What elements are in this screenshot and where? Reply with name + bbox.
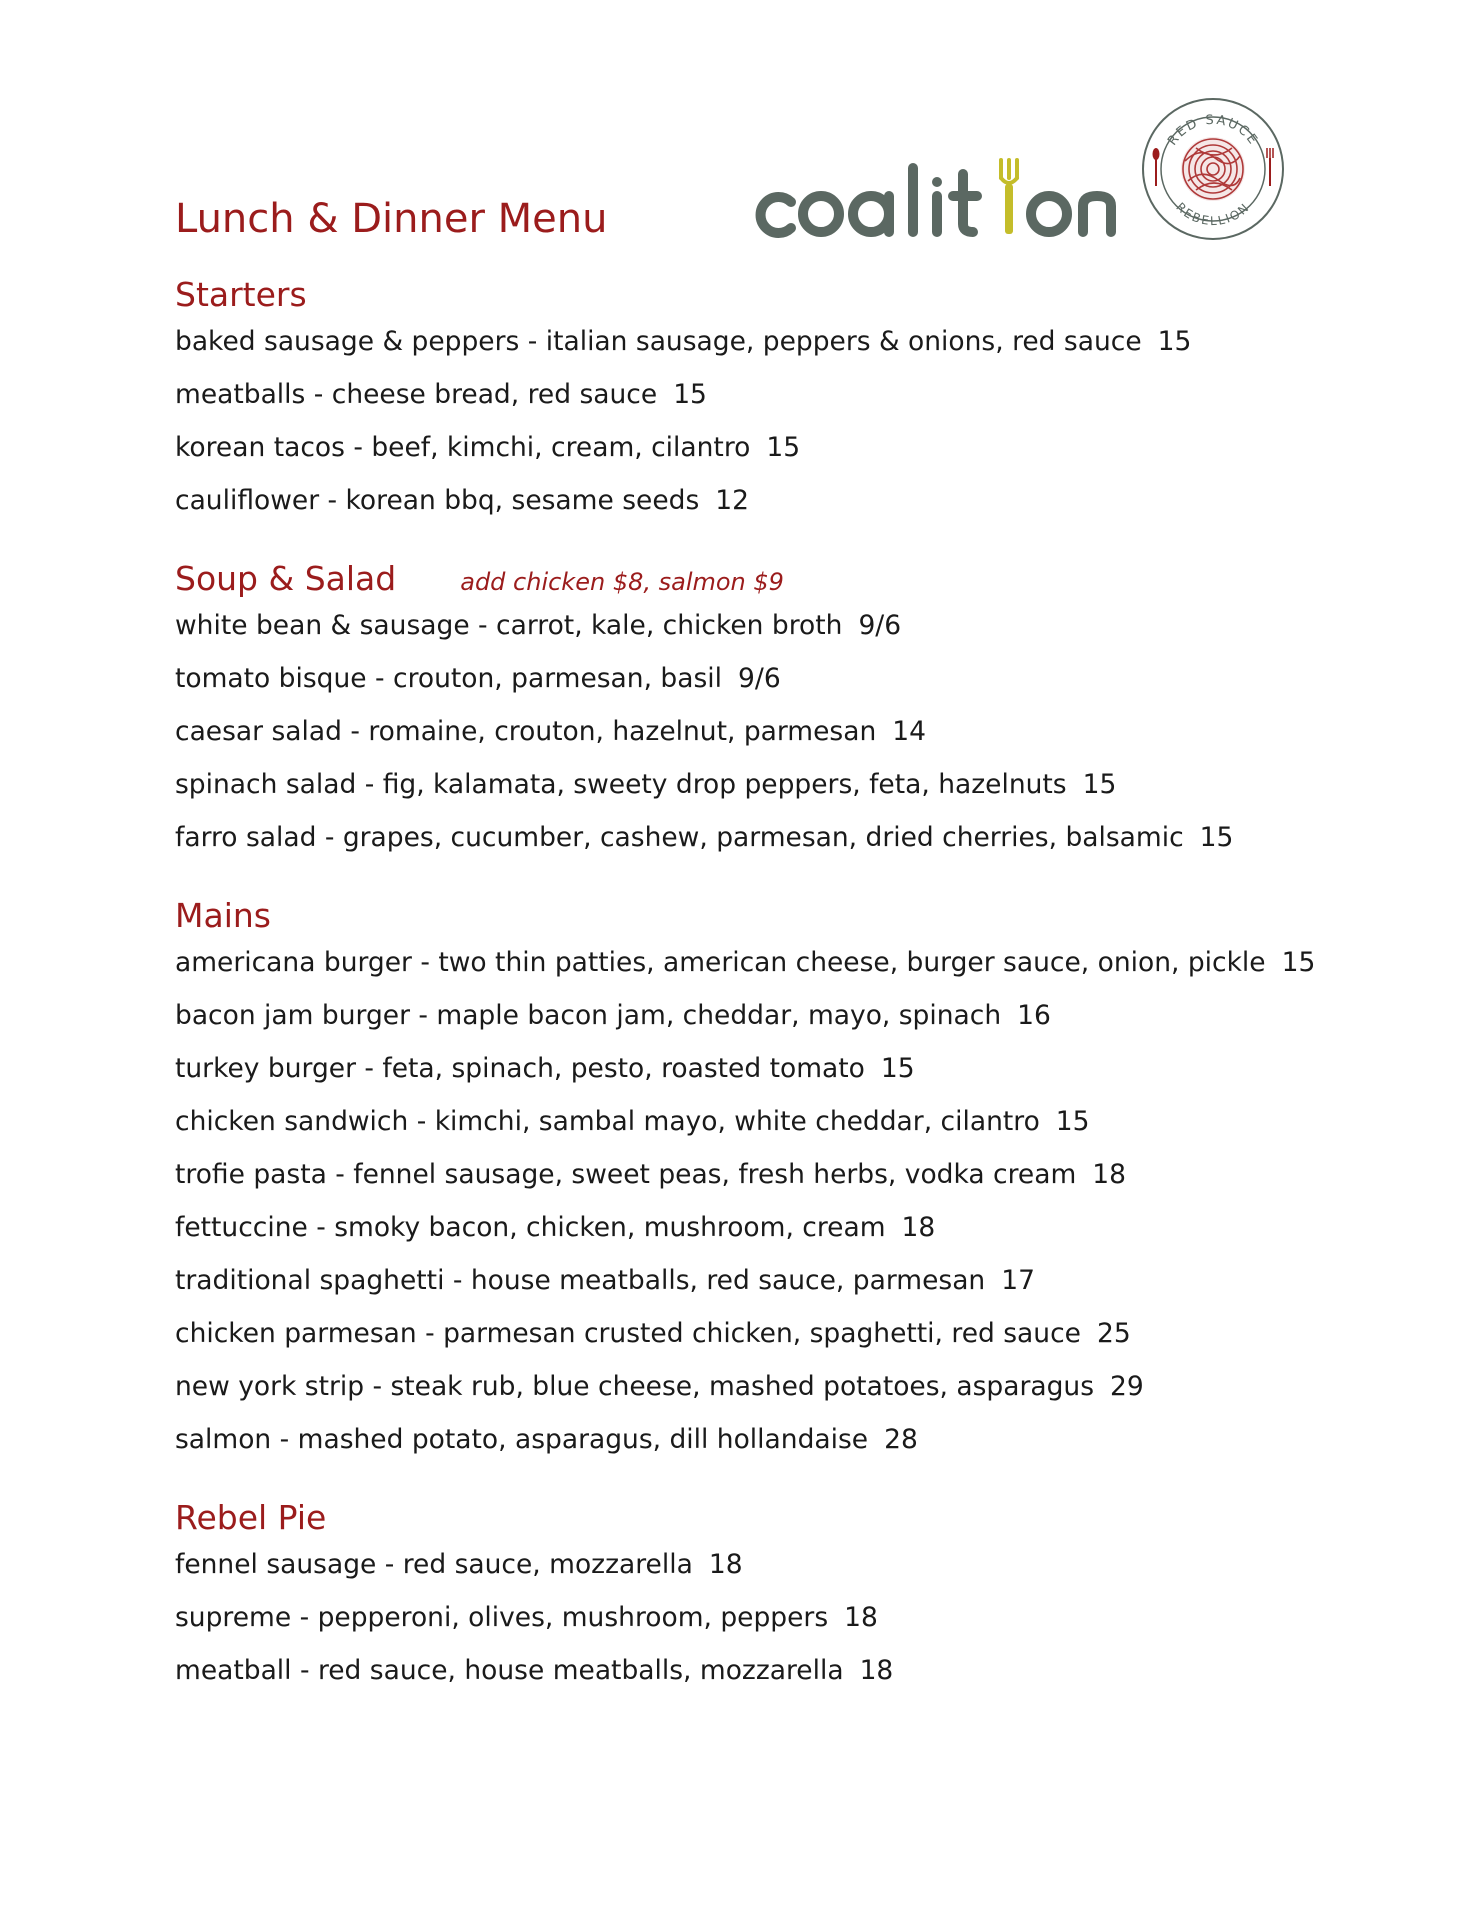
menu-item-text: tomato bisque - crouton, parmesan, basil bbox=[175, 663, 723, 694]
section-note: add chicken $8, salmon $9 bbox=[460, 568, 784, 596]
menu-item-price: 15 bbox=[766, 432, 801, 463]
menu-item-text: baked sausage & peppers - italian sausage, peppers & onions, red sauce bbox=[175, 326, 1142, 357]
menu-item-text: traditional spaghetti - house meatballs, red sauce, parmesan bbox=[175, 1265, 986, 1296]
section-title-mains: Mains bbox=[175, 896, 271, 935]
menu-item-price: 15 bbox=[1055, 1106, 1090, 1137]
menu-item-text: farro salad - grapes, cucumber, cashew, parmesan, dried cherries, balsamic bbox=[175, 822, 1184, 853]
menu-item-price: 15 bbox=[880, 1053, 915, 1084]
red-sauce-rebellion-seal bbox=[1140, 96, 1286, 242]
menu-item bbox=[175, 999, 1355, 1052]
menu-content bbox=[175, 275, 1355, 1729]
svg-text:RED SAUCE: RED SAUCE bbox=[1165, 112, 1261, 149]
menu-item bbox=[175, 484, 1355, 537]
menu-item bbox=[175, 715, 1355, 768]
menu-item-price: 15 bbox=[673, 379, 707, 410]
menu-item bbox=[175, 431, 1355, 484]
menu-item-text: trofie pasta - fennel sausage, sweet peas, fresh herbs, vodka cream bbox=[175, 1159, 1077, 1190]
menu-item-price: 15 bbox=[1281, 947, 1316, 978]
menu-item-text: chicken parmesan - parmesan crusted chicken, spaghetti, red sauce bbox=[175, 1318, 1081, 1349]
menu-item bbox=[175, 1423, 1355, 1476]
menu-item-price: 12 bbox=[715, 485, 749, 516]
menu-item bbox=[175, 1654, 1355, 1707]
menu-item-price: 17 bbox=[1001, 1265, 1035, 1296]
menu-item bbox=[175, 378, 1355, 431]
menu-item bbox=[175, 1211, 1355, 1264]
menu-item-price: 18 bbox=[844, 1602, 878, 1633]
menu-item bbox=[175, 768, 1355, 821]
menu-item-price: 16 bbox=[1017, 1000, 1051, 1031]
menu-item-price: 18 bbox=[1092, 1159, 1127, 1190]
menu-item-price: 9/6 bbox=[858, 610, 902, 641]
menu-item-price: 15 bbox=[1082, 769, 1117, 800]
svg-text:REBELLION: REBELLION bbox=[1173, 199, 1253, 229]
coalition-logo bbox=[745, 150, 1125, 240]
menu-item bbox=[175, 1052, 1355, 1105]
menu-item-text: bacon jam burger - maple bacon jam, cheddar, mayo, spinach bbox=[175, 1000, 1002, 1031]
menu-item-price: 25 bbox=[1096, 1318, 1131, 1349]
section-header bbox=[175, 896, 1355, 946]
section-soup-salad bbox=[175, 559, 1355, 874]
menu-item bbox=[175, 609, 1355, 662]
menu-item-text: turkey burger - feta, spinach, pesto, roasted tomato bbox=[175, 1053, 865, 1084]
section-rebel-pie bbox=[175, 1498, 1355, 1707]
menu-item bbox=[175, 662, 1355, 715]
menu-item bbox=[175, 325, 1355, 378]
menu-item-text: white bean & sausage - carrot, kale, chicken broth bbox=[175, 610, 843, 641]
menu-item-price: 15 bbox=[1157, 326, 1192, 357]
menu-item-text: spinach salad - fig, kalamata, sweety drop peppers, feta, hazelnuts bbox=[175, 769, 1067, 800]
menu-item-text: supreme - pepperoni, olives, mushroom, peppers bbox=[175, 1602, 829, 1633]
menu-item-text: fettuccine - smoky bacon, chicken, mushroom, cream bbox=[175, 1212, 886, 1243]
section-header bbox=[175, 559, 1355, 609]
menu-item-text: caesar salad - romaine, crouton, hazelnut, parmesan bbox=[175, 716, 877, 747]
section-title-soup-salad: Soup & Salad bbox=[175, 559, 397, 598]
page-title: Lunch & Dinner Menu bbox=[175, 196, 608, 242]
section-starters bbox=[175, 275, 1355, 537]
menu-item-text: meatballs - cheese bread, red sauce bbox=[175, 379, 658, 410]
menu-item bbox=[175, 1601, 1355, 1654]
menu-item bbox=[175, 1317, 1355, 1370]
menu-item-text: korean tacos - beef, kimchi, cream, cilantro bbox=[175, 432, 751, 463]
section-mains bbox=[175, 896, 1355, 1476]
menu-item-text: new york strip - steak rub, blue cheese, mashed potatoes, asparagus bbox=[175, 1371, 1095, 1402]
menu-item-price: 14 bbox=[892, 716, 927, 747]
menu-item bbox=[175, 821, 1355, 874]
section-title-starters: Starters bbox=[175, 275, 307, 314]
menu-item bbox=[175, 1370, 1355, 1423]
menu-item-text: meatball - red sauce, house meatballs, mozzarella bbox=[175, 1655, 844, 1686]
section-header bbox=[175, 1498, 1355, 1548]
menu-item-text: chicken sandwich - kimchi, sambal mayo, white cheddar, cilantro bbox=[175, 1106, 1040, 1137]
menu-item-text: cauliflower - korean bbq, sesame seeds bbox=[175, 485, 700, 516]
menu-item-price: 9/6 bbox=[738, 663, 781, 694]
menu-item-price: 18 bbox=[901, 1212, 936, 1243]
section-header bbox=[175, 275, 1355, 325]
menu-item bbox=[175, 1158, 1355, 1211]
menu-item bbox=[175, 946, 1355, 999]
menu-item-price: 18 bbox=[859, 1655, 894, 1686]
menu-item-price: 18 bbox=[708, 1549, 743, 1580]
menu-item bbox=[175, 1264, 1355, 1317]
section-title-rebel-pie: Rebel Pie bbox=[175, 1498, 327, 1537]
menu-item-text: fennel sausage - red sauce, mozzarella bbox=[175, 1549, 693, 1580]
menu-item bbox=[175, 1105, 1355, 1158]
menu-item-text: americana burger - two thin patties, american cheese, burger sauce, onion, pickle bbox=[175, 947, 1266, 978]
menu-item bbox=[175, 1548, 1355, 1601]
menu-item-price: 28 bbox=[884, 1424, 918, 1455]
menu-item-price: 15 bbox=[1199, 822, 1234, 853]
menu-item-price: 29 bbox=[1110, 1371, 1144, 1402]
menu-item-text: salmon - mashed potato, asparagus, dill hollandaise bbox=[175, 1424, 869, 1455]
